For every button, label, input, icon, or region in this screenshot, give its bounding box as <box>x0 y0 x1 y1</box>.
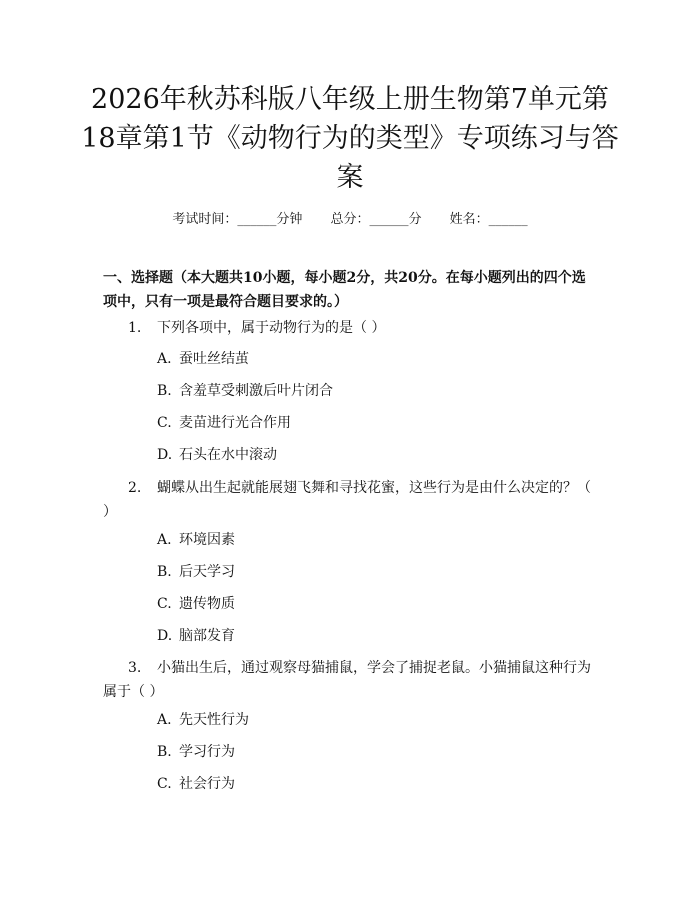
option-1a <box>157 349 249 369</box>
question-text: 下列各项中，属于动物行为的是（ ） <box>157 320 386 336</box>
document-title: 2026年秋苏科版八年级上册生物第7单元第18章第1节《动物行为的类型》专项练习与答案 <box>81 84 619 193</box>
question-3 <box>103 656 598 704</box>
option-letter: C. <box>157 415 172 431</box>
option-3a <box>157 710 249 730</box>
option-text: 先天性行为 <box>179 712 249 728</box>
option-text: 蚕吐丝结茧 <box>179 351 249 367</box>
option-letter: B. <box>157 383 172 399</box>
question-1 <box>103 316 598 340</box>
option-letter: A. <box>157 532 172 548</box>
option-letter: D. <box>157 628 173 644</box>
option-text: 社会行为 <box>179 776 235 792</box>
option-letter: C. <box>157 596 172 612</box>
option-text: 含羞草受刺激后叶片闭合 <box>179 383 333 399</box>
question-number: 1. <box>128 320 142 336</box>
option-letter: B. <box>157 564 172 580</box>
option-text: 麦苗进行光合作用 <box>179 415 291 431</box>
option-1b <box>157 381 333 401</box>
option-letter: C. <box>157 776 172 792</box>
total-score: 总分：______分 <box>330 212 422 227</box>
exam-info <box>0 208 700 227</box>
question-number: 2. <box>128 480 142 496</box>
question-2 <box>103 476 598 524</box>
option-text: 环境因素 <box>179 532 235 548</box>
option-3b <box>157 742 235 762</box>
question-number: 3. <box>128 660 142 676</box>
option-2c <box>157 594 235 614</box>
option-1d <box>157 445 277 465</box>
option-1c <box>157 413 291 433</box>
option-text: 学习行为 <box>179 744 235 760</box>
exam-time: 考试时间：______分钟 <box>172 212 303 227</box>
option-text: 后天学习 <box>179 564 235 580</box>
option-2b <box>157 562 235 582</box>
option-text: 石头在水中滚动 <box>179 447 277 463</box>
section-heading: 一、选择题（本大题共10小题，每小题2分，共20分。在每小题列出的四个选项中，只有一项是最符合题目要求的。） <box>103 270 586 310</box>
student-name: 姓名：______ <box>449 212 528 227</box>
option-letter: A. <box>157 712 172 728</box>
option-2a <box>157 530 235 550</box>
option-2d <box>157 626 235 646</box>
option-3c <box>157 774 235 794</box>
question-text: 小猫出生后，通过观察母猫捕鼠，学会了捕捉老鼠。小猫捕鼠这种行为属于（ ） <box>103 660 591 700</box>
option-text: 遗传物质 <box>179 596 235 612</box>
option-letter: B. <box>157 744 172 760</box>
option-letter: D. <box>157 447 173 463</box>
option-text: 脑部发育 <box>179 628 235 644</box>
option-letter: A. <box>157 351 172 367</box>
question-text: 蝴蝶从出生起就能展翅飞舞和寻找花蜜，这些行为是由什么决定的？（ ） <box>103 480 591 520</box>
